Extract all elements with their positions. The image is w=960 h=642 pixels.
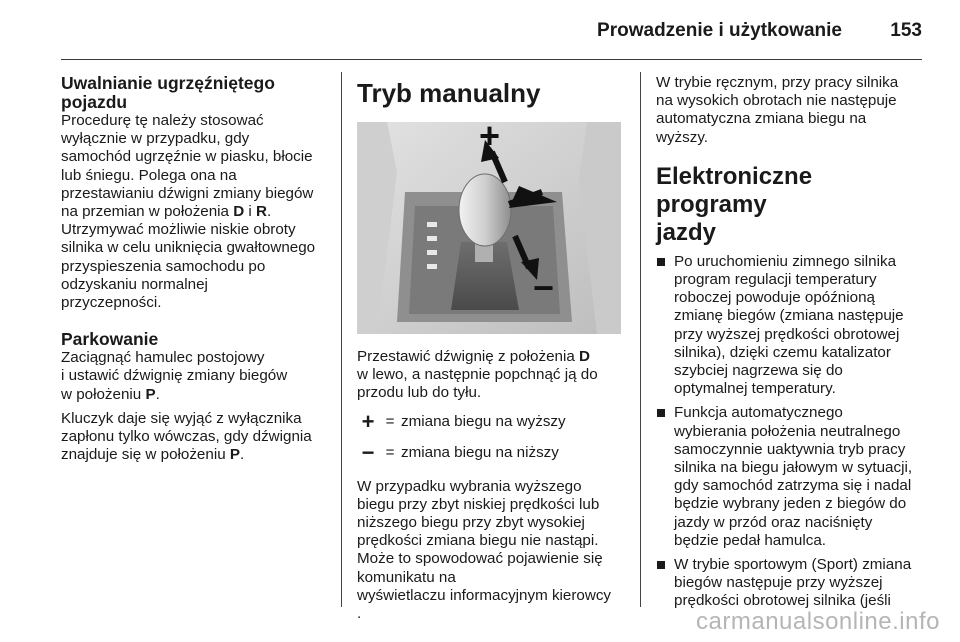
text-line: szybciej nagrzewa się do [674, 362, 843, 380]
text-line [357, 348, 625, 366]
text-line: biegu przy zbyt niskiej prędkości lub [357, 495, 600, 513]
text-line [61, 446, 325, 464]
list-item [656, 253, 924, 399]
page-header [0, 0, 960, 56]
text-line: wyświetlaczu informacyjnym kierowcy [357, 586, 612, 604]
text-run: i [244, 203, 257, 221]
text-line: przestawianiu dźwigni zmiany biegów [61, 184, 314, 202]
column-divider-1 [341, 72, 342, 607]
text-line: Utrzymywać możliwie niskie obroty [61, 221, 296, 239]
equals-sign: = [385, 412, 395, 430]
text-line: komunikatu na [357, 568, 456, 586]
section-heading-unstuck: Uwalnianie ugrzęźniętego pojazdu [61, 73, 275, 112]
legend-text: zmiana biegu na wyższy [401, 412, 566, 430]
text-line: silnika w celu uniknięcia gwałtownego [61, 239, 316, 257]
list-item [656, 404, 924, 550]
gear-d-label: D [233, 203, 245, 221]
intro-paragraph [357, 348, 625, 403]
text-run: Przestawić dźwignię z położenia [357, 348, 580, 365]
heading-line: jazdy [656, 218, 717, 246]
legend [357, 409, 625, 466]
text-line: Kluczyk daje się wyjąć z wyłącznika [61, 409, 302, 427]
text-line: biegów następuje przy wyższej [674, 574, 883, 592]
program-list [656, 253, 924, 611]
text-line: wybierania położenia neutralnego [674, 422, 901, 440]
text-line: przy wyższej prędkości obrotowej [674, 325, 900, 343]
text-run: znajduje się w położeniu [61, 446, 230, 464]
text-line: prędkości zmiana biegu nie nastąpi. [357, 532, 599, 550]
text-line: niższego biegu przy zbyt wysokiej [357, 514, 585, 532]
text-line: przyspieszenia samochodu po [61, 257, 266, 275]
text-run: . [155, 385, 160, 403]
text-line: prędkości obrotowej silnika (jeśli [674, 592, 891, 610]
section-heading-manual-mode: Tryb manualny [357, 78, 541, 108]
text-line: . [357, 605, 362, 623]
text-line: program regulacji temperatury [674, 271, 877, 289]
gear-p-label: P [229, 446, 240, 464]
text-line: Może to spowodować pojawienie się [357, 550, 603, 568]
page-number: 153 [890, 20, 922, 41]
header-title: Prowadzenie i użytkowanie [597, 20, 842, 41]
text-line: wyłącznie w przypadku, gdy [61, 130, 250, 148]
text-line: silnika na biegu jałowym w sytuacji, [674, 459, 913, 477]
text-line: odzyskaniu normalnej [61, 275, 208, 293]
text-line: będzie pedał hamulca. [674, 531, 826, 549]
minus-icon: − [361, 439, 375, 465]
text-line: jazdy w przód oraz naciśnięty [674, 513, 873, 531]
text-line: Zaciągnąć hamulec postojowy [61, 349, 265, 367]
watermark: carmanualsonline.info [696, 608, 940, 635]
text-line: przyczepności. [61, 294, 162, 312]
equals-sign: = [385, 443, 395, 461]
column-divider-2 [640, 72, 641, 607]
minus-label: − [533, 267, 555, 308]
text-line: gdy samochód zatrzyma się i nadal [674, 477, 912, 495]
text-line: wyższy. [656, 128, 709, 146]
section-body-parking [61, 349, 325, 464]
text-run: na przemian w położenia [61, 203, 234, 221]
header-divider [61, 59, 922, 60]
section-heading-parking: Parkowanie [61, 329, 159, 350]
text-line [61, 386, 325, 404]
manual-mode-note [656, 74, 924, 147]
text-line [61, 203, 325, 221]
text-line: zapłonu tylko wówczas, gdy dźwignia [61, 428, 312, 446]
text-line: lub śniegu. Polega ona na [61, 166, 237, 184]
text-line: i ustawić dźwignię zmiany biegów [61, 367, 288, 385]
heading-line: Elektroniczne programy [656, 162, 813, 218]
square-bullet-icon [657, 409, 665, 417]
gear-d-label: D [579, 348, 590, 365]
gear-r-label: R [256, 203, 267, 221]
text-line: będzie wybrany jeden z biegów do [674, 495, 907, 513]
text-run: w położeniu [61, 385, 146, 403]
right-column [656, 74, 924, 611]
left-column [61, 74, 325, 464]
plus-label: + [479, 122, 501, 156]
text-line: w lewo, a następnie popchnąć ją do [357, 366, 598, 384]
legend-text: zmiana biegu na niższy [401, 443, 559, 461]
text-line: silnika), dzięki czemu katalizator [674, 343, 891, 361]
text-line: przodu lub do tyłu. [357, 384, 482, 402]
gear-p-label: P [145, 385, 156, 403]
text-line: Procedurę tę należy stosować [61, 112, 264, 129]
legend-row-upshift [357, 409, 625, 435]
text-line: Po uruchomieniu zimnego silnika [674, 252, 897, 270]
text-line: Funkcja automatycznego [674, 404, 843, 422]
text-line: samochód ugrzęźnie w piasku, błocie [61, 148, 313, 166]
text-line: optymalnej temperatury. [674, 380, 836, 398]
text-line: W trybie sportowym (Sport) zmiana [674, 556, 912, 574]
text-line: W przypadku wybrania wyższego [357, 477, 582, 495]
text-run: . [240, 446, 245, 464]
text-line: zmianę biegów (zmiana następuje [674, 307, 904, 325]
gear-lever-illustration [357, 122, 621, 334]
text-line: roboczej powoduje opóźnioną [674, 289, 875, 307]
middle-column [357, 74, 625, 623]
gear-knob [459, 174, 511, 246]
text-line: W trybie ręcznym, przy pracy silnika [656, 74, 899, 91]
list-item [656, 556, 924, 611]
square-bullet-icon [657, 561, 665, 569]
gear-lever-illustration-svg [357, 122, 621, 334]
section-body-unstuck [61, 112, 325, 312]
note-paragraph [357, 478, 625, 624]
plus-icon: + [361, 408, 375, 434]
text-run: . [267, 203, 272, 221]
text-line: automatyczna zmiana biegu na [656, 110, 867, 128]
legend-row-downshift [357, 440, 625, 466]
text-line: samoczynnie uaktywnia tryb pracy [674, 440, 906, 458]
square-bullet-icon [657, 258, 665, 266]
section-heading-electronic-programs [656, 163, 924, 247]
text-line: na wysokich obrotach nie następuje [656, 92, 897, 110]
